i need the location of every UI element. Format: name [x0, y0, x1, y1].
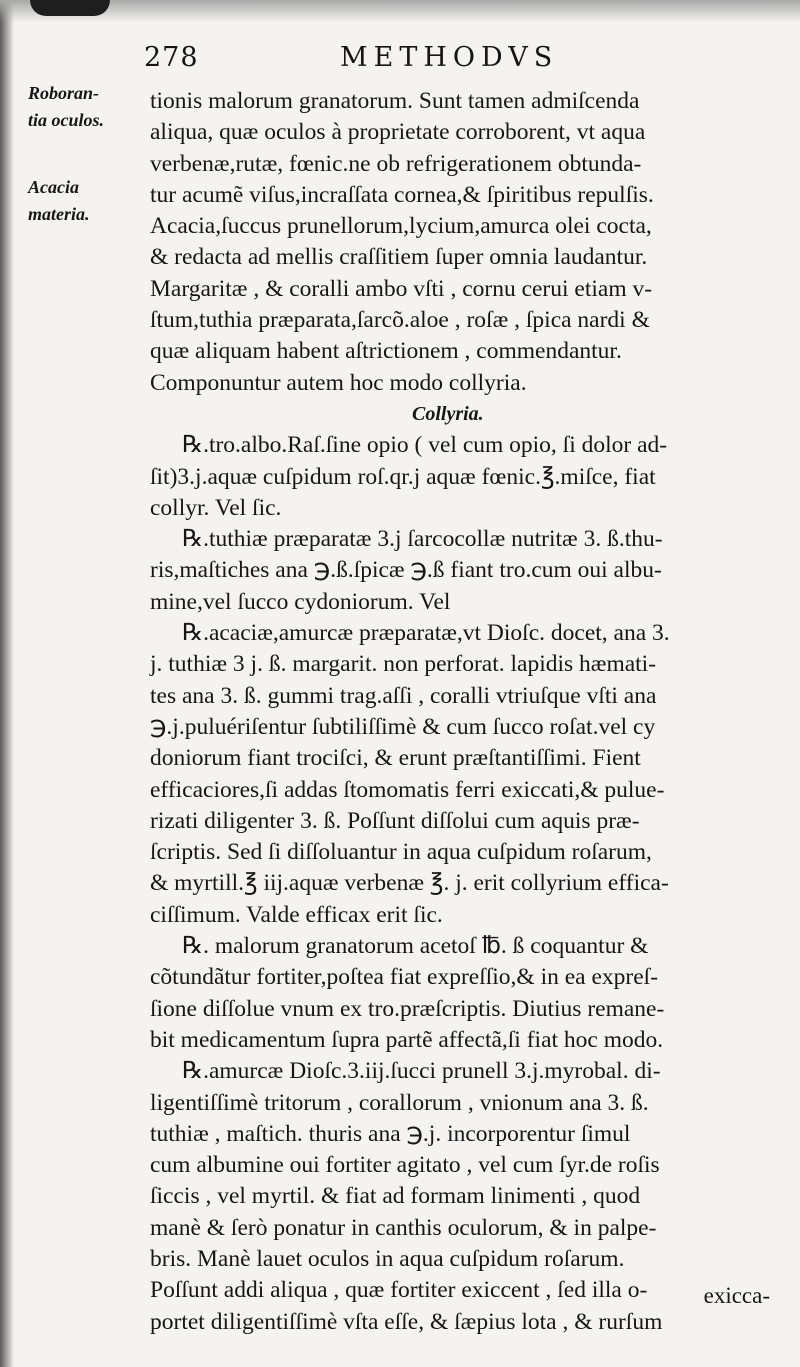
text-line: ſit)3.j.aquæ cuſpidum roſ.qr.j aquæ fœnic.℥.miſce, fiat — [150, 463, 656, 490]
main-text — [150, 86, 765, 1338]
recipe-line: ℞.amurcæ Dioſc.3.iij.ſucci prunell 3.j.myrobal. di- — [182, 1058, 661, 1085]
text-line: bris. Manè lauet oculos in aqua cuſpidum roſarum. — [150, 1245, 625, 1272]
text-line: ſione diſſolue vnum ex tro.præſcriptis. Diutius remane- — [150, 995, 665, 1022]
text-line: ligentiſſimè tritorum , corallorum , vnionum ana 3. ß. — [150, 1089, 649, 1116]
page-header — [144, 42, 770, 82]
recipe-line: ℞. malorum granatorum acetoſ ℔. ß coquantur & — [182, 933, 649, 960]
recipe-line: ℞.tuthiæ præparatæ 3.j ſarcocollæ nutritæ 3. ß.thu- — [182, 526, 663, 553]
text-line: doniorum fiant trociſci, & erunt præſtantiſſimi. Fient — [150, 745, 641, 772]
running-head: METHODVS — [340, 42, 559, 73]
catchword: exicca- — [703, 1283, 770, 1308]
page-shadow-top — [0, 0, 800, 22]
text-line: & redacta ad mellis craſſitiem ſuper omnia laudantur. — [150, 244, 648, 271]
text-line: bit medicamentum ſupra partẽ affectã,ſi fiat hoc modo. — [150, 1026, 664, 1053]
section-heading-collyria: Collyria. — [412, 402, 484, 425]
text-line: Componuntur autem hoc modo collyria. — [150, 369, 527, 396]
text-line: portet diligentiſſimè vſta eſſe, & ſæpius lota , & rurſum — [150, 1308, 663, 1335]
text-line: cum albumine oui fortiter agitato , vel cum ſyr.de roſis — [150, 1152, 660, 1179]
text-line: verbenæ,rutæ, fœnic.ne ob refrigerationem obtunda- — [150, 150, 642, 177]
text-line: ſcriptis. Sed ſi diſſoluantur in aqua cuſpidum roſarum, — [150, 839, 652, 866]
text-line: ciſſimum. Valde efficax erit ſic. — [150, 901, 443, 928]
text-line: aliqua, quæ oculos à proprietate corroborent, vt aqua — [150, 119, 646, 146]
page-shadow-left — [0, 0, 14, 1367]
text-line: ℈.j.puluériſentur ſubtiliſſimè & cum ſucco roſat.vel cy — [150, 713, 656, 740]
text-line: collyr. Vel ſic. — [150, 494, 282, 521]
text-line: quæ aliquam habent aſtrictionem , commendantur. — [150, 338, 622, 365]
recipe-line: ℞.tro.albo.Raſ.ſine opio ( vel cum opio, ſi dolor ad- — [182, 432, 668, 459]
text-line: manè & ſerò ponatur in canthis oculorum, & in palpe- — [150, 1214, 657, 1241]
text-line: Poſſunt addi aliqua , quæ fortiter exiccent , ſed illa o- — [150, 1277, 648, 1304]
text-line: tuthiæ , maſtich. thuris ana ℈.j. incorporentur ſimul — [150, 1120, 631, 1147]
text-line: rizati diligenter 3. ß. Poſſunt diſſolui cum aquis præ- — [150, 807, 640, 834]
text-line: cõtundãtur fortiter,poſtea fiat expreſſio,& in ea expreſ- — [150, 964, 659, 991]
margin-note-roborantia: Roboran- tia oculos. — [28, 83, 105, 130]
text-line: tur acumẽ viſus,incraſſata cornea,& ſpiritibus repulſis. — [150, 181, 654, 208]
margin-note-acacia: Acacia materia. — [28, 177, 90, 224]
text-line: efficaciores,ſi addas ſtomomatis ferri exiccati,& pulue- — [150, 776, 665, 803]
page-number: 278 — [144, 42, 199, 73]
text-line: Margaritæ , & coralli ambo vſti , cornu cerui etiam v- — [150, 275, 653, 302]
text-line: j. tuthiæ 3 j. ß. margarit. non perforat. lapidis hæmati- — [150, 651, 657, 678]
text-line: & myrtill.℥ iij.aquæ verbenæ ℥. j. erit collyrium effica- — [150, 870, 669, 897]
text-line: ris,maſtiches ana ℈.ß.ſpicæ ℈.ß fiant tro.cum oui albu- — [150, 557, 662, 584]
text-line: ſtum,tuthia præparata,ſarcõ.aloe , roſæ , ſpica nardi & — [150, 307, 650, 334]
text-line: tes ana 3. ß. gummi trag.aſſi , coralli vtriuſque vſti ana — [150, 682, 657, 709]
text-line: tionis malorum granatorum. Sunt tamen admiſcenda — [150, 88, 640, 114]
text-line: Acacia,ſuccus prunellorum,lycium,amurca olei cocta, — [150, 213, 652, 240]
text-line: ſiccis , vel myrtil. & fiat ad formam linimenti , quod — [150, 1183, 641, 1210]
text-line: mine,vel ſucco cydoniorum. Vel — [150, 588, 451, 615]
recipe-line: ℞.acaciæ,amurcæ præparatæ,vt Dioſc. docet, ana 3. — [182, 620, 670, 647]
ink-blot — [30, 0, 110, 16]
